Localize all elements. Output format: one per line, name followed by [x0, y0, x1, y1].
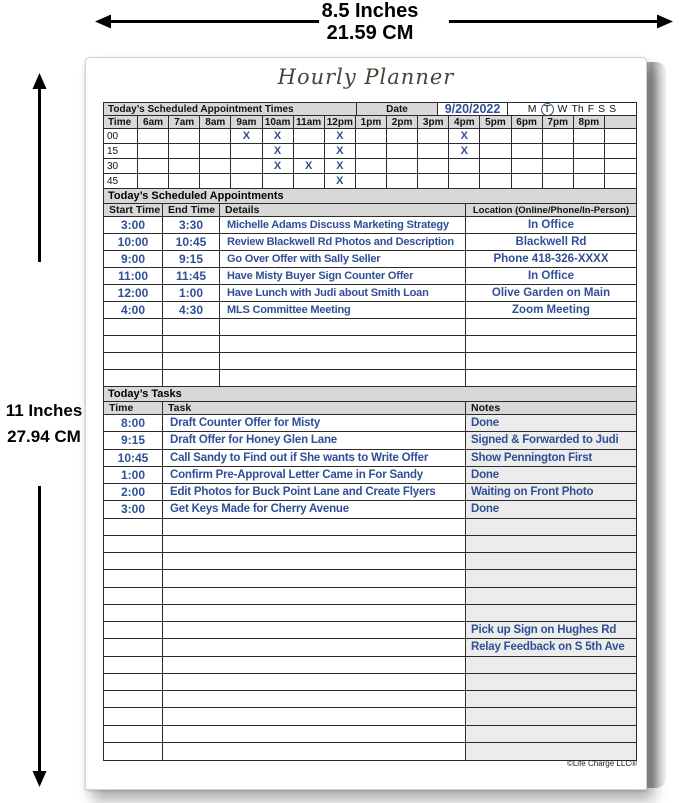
time-slot-cell: [418, 159, 449, 174]
empty-note-cell: [466, 657, 636, 674]
empty-note-cell: [466, 605, 636, 622]
task-note: Relay Feedback on S 5th Ave: [466, 639, 636, 656]
empty-cell: [104, 622, 163, 639]
time-slot-cell: [200, 144, 231, 159]
x-mark: X: [273, 130, 282, 142]
day-letter: M: [527, 103, 537, 115]
empty-cell: [104, 691, 163, 708]
hour-header: 5pm: [480, 116, 511, 129]
time-slot-cell: [263, 174, 294, 189]
day-letter: S: [609, 103, 617, 115]
empty-cell: [163, 536, 466, 553]
time-slot-cell: [200, 174, 231, 189]
schedule-times-title: Today’s Scheduled Appointment Times: [104, 103, 357, 116]
time-slot-cell: [138, 159, 169, 174]
task-time: 3:00: [104, 501, 163, 518]
day-letter: W: [557, 103, 568, 115]
task-row-note-only: [104, 622, 636, 639]
appointments-column-header: Location (Online/Phone/In-Person): [466, 204, 636, 217]
empty-note-cell: [466, 519, 636, 536]
appointment-row-empty: [104, 353, 636, 370]
time-slot-cell: [480, 144, 511, 159]
tasks-column-header: Task: [163, 402, 466, 415]
empty-cell: [163, 691, 466, 708]
empty-cell: [104, 336, 163, 353]
empty-cell: [220, 353, 466, 370]
task-description: Confirm Pre-Approval Letter Came in For Sandy: [163, 467, 466, 484]
appointment-location: Zoom Meeting: [466, 302, 636, 319]
time-slot-cell: [325, 159, 356, 174]
tasks-column-header: Time: [104, 402, 163, 415]
time-slot-cell: [200, 159, 231, 174]
appointment-start-time: 9:00: [104, 251, 163, 268]
appointments-section-title: Today’s Scheduled Appointments: [104, 189, 636, 204]
task-row: [104, 467, 636, 484]
tasks-column-header: Notes: [466, 402, 636, 415]
appointment-row: [104, 268, 636, 285]
empty-cell: [163, 588, 466, 605]
task-row-empty: [104, 553, 636, 570]
time-slot-cell: [263, 159, 294, 174]
empty-cell: [104, 553, 163, 570]
empty-cell: [104, 570, 163, 587]
empty-note-cell: [466, 570, 636, 587]
width-arrow-right: [447, 13, 673, 30]
empty-cell: [163, 605, 466, 622]
time-slot-cell: [605, 144, 636, 159]
task-row-empty: [104, 570, 636, 587]
empty-cell: [104, 353, 163, 370]
quarter-label: 00: [104, 129, 138, 144]
time-slot-cell: [480, 174, 511, 189]
empty-cell: [163, 519, 466, 536]
x-mark: X: [336, 130, 344, 142]
appointment-end-time: 10:45: [163, 234, 220, 251]
empty-cell: [104, 588, 163, 605]
time-slot-cell: [325, 144, 356, 159]
empty-cell: [466, 336, 636, 353]
empty-cell: [163, 336, 220, 353]
x-mark: X: [460, 130, 468, 142]
planner-page: [85, 57, 647, 790]
time-slot-cell: [294, 144, 325, 159]
time-slot-cell: [512, 174, 543, 189]
time-slot-cell: [138, 174, 169, 189]
time-slot-cell: [356, 129, 387, 144]
tasks-column-header-row: [104, 402, 636, 415]
empty-cell: [104, 657, 163, 674]
time-slot-cell: [169, 174, 200, 189]
time-slot-cell: [356, 159, 387, 174]
time-slot-cell: [512, 159, 543, 174]
task-row-empty: [104, 726, 636, 743]
appointment-start-time: 4:00: [104, 302, 163, 319]
task-time: 9:15: [104, 432, 163, 449]
time-slot-cell: [387, 129, 418, 144]
empty-cell: [163, 657, 466, 674]
time-slot-cell: [512, 144, 543, 159]
day-letter: F: [587, 103, 595, 115]
task-description: Call Sandy to Find out if She wants to Write Offer: [163, 450, 466, 467]
quarter-row: [104, 174, 636, 189]
task-row-empty: [104, 691, 636, 708]
day-letter: Th: [571, 103, 584, 115]
time-slot-cell: [356, 174, 387, 189]
appointment-location: Olive Garden on Main: [466, 285, 636, 302]
hour-header: 7pm: [543, 116, 574, 129]
empty-cell: [220, 336, 466, 353]
task-row-empty: [104, 708, 636, 725]
time-slot-cell: [325, 129, 356, 144]
task-row-empty: [104, 588, 636, 605]
time-slot-cell: [574, 129, 605, 144]
tasks-section-title: Today’s Tasks: [104, 387, 636, 402]
hour-header: 6am: [138, 116, 169, 129]
time-slot-cell: [325, 174, 356, 189]
empty-cell: [104, 319, 163, 336]
task-description: Draft Offer for Honey Glen Lane: [163, 432, 466, 449]
appointment-end-time: 3:30: [163, 217, 220, 234]
hour-header: 4pm: [449, 116, 480, 129]
empty-cell: [466, 319, 636, 336]
time-slot-cell: [449, 174, 480, 189]
time-slot-cell: [418, 174, 449, 189]
appointment-details: Have Misty Buyer Sign Counter Offer: [220, 268, 466, 285]
empty-note-cell: [466, 588, 636, 605]
empty-cell: [163, 639, 466, 656]
appointment-details: Michelle Adams Discuss Marketing Strategy: [220, 217, 466, 234]
time-slot-cell: [543, 174, 574, 189]
page-edge-shadow: [644, 62, 666, 788]
page-title: Hourly Planner: [277, 65, 455, 89]
empty-note-cell: [466, 674, 636, 691]
appointment-location: In Office: [466, 268, 636, 285]
time-slot-cell: [294, 129, 325, 144]
quarter-row: [104, 159, 636, 174]
empty-cell: [163, 553, 466, 570]
time-column-header: Time: [104, 116, 138, 129]
day-of-week-selector: [508, 103, 636, 116]
appointment-end-time: 9:15: [163, 251, 220, 268]
x-mark: X: [460, 145, 468, 157]
empty-cell: [163, 319, 220, 336]
appointments-column-header: End Time: [163, 204, 220, 217]
time-slot-cell: [543, 129, 574, 144]
empty-cell: [163, 622, 466, 639]
task-note: Done: [466, 467, 636, 484]
appointment-end-time: 4:30: [163, 302, 220, 319]
time-slot-cell: [574, 174, 605, 189]
hour-header: 2pm: [387, 116, 418, 129]
task-time: 1:00: [104, 467, 163, 484]
selected-day: T: [541, 103, 554, 116]
task-note: Done: [466, 415, 636, 432]
quarter-row: [104, 144, 636, 159]
time-slot-cell: [294, 174, 325, 189]
hour-header: 1pm: [356, 116, 387, 129]
height-arrow-down: [31, 486, 48, 788]
empty-cell: [104, 708, 163, 725]
empty-cell: [466, 370, 636, 387]
appointment-details: MLS Committee Meeting: [220, 302, 466, 319]
time-slot-cell: [231, 174, 262, 189]
task-description: Edit Photos for Buck Point Lane and Create Flyers: [163, 484, 466, 501]
height-arrow-up: [31, 73, 48, 263]
quarter-label: 15: [104, 144, 138, 159]
time-slot-cell: [138, 144, 169, 159]
appointment-details: Have Lunch with Judi about Smith Loan: [220, 285, 466, 302]
width-annotation: [280, 0, 460, 44]
empty-cell: [104, 605, 163, 622]
time-slot-cell: [480, 159, 511, 174]
time-slot-cell: [605, 129, 636, 144]
time-slot-cell: [512, 129, 543, 144]
appointment-end-time: 1:00: [163, 285, 220, 302]
hour-header-row: [104, 116, 636, 129]
task-row: [104, 415, 636, 432]
empty-note-cell: [466, 743, 636, 760]
task-description: Get Keys Made for Cherry Avenue: [163, 501, 466, 518]
task-note: Done: [466, 501, 636, 518]
quarter-label: 30: [104, 159, 138, 174]
time-slot-cell: [231, 129, 262, 144]
empty-cell: [163, 726, 466, 743]
task-note: Waiting on Front Photo: [466, 484, 636, 501]
task-time: 10:45: [104, 450, 163, 467]
time-slot-cell: [543, 144, 574, 159]
appointment-row-empty: [104, 319, 636, 336]
copyright-text: ©Life Charge LLC®: [566, 759, 637, 768]
time-slot-cell: [263, 129, 294, 144]
width-label-inches: 8.5 Inches: [321, 0, 419, 22]
empty-note-cell: [466, 691, 636, 708]
task-note: Signed & Forwarded to Judi: [466, 432, 636, 449]
appointments-column-header-row: [104, 204, 636, 217]
task-description: Draft Counter Offer for Misty: [163, 415, 466, 432]
x-mark: X: [336, 145, 344, 157]
schedule-times-header-row: [104, 103, 636, 116]
hour-header-blank: [605, 116, 636, 129]
appointment-details: Go Over Offer with Sally Seller: [220, 251, 466, 268]
hour-header: 12pm: [325, 116, 356, 129]
task-note: Show Pennington First: [466, 450, 636, 467]
appointment-row: [104, 285, 636, 302]
appointment-row-empty: [104, 336, 636, 353]
empty-cell: [104, 519, 163, 536]
task-time: 2:00: [104, 484, 163, 501]
time-slot-cell: [138, 129, 169, 144]
appointment-row: [104, 217, 636, 234]
appointment-location: In Office: [466, 217, 636, 234]
appointment-row: [104, 302, 636, 319]
empty-cell: [104, 536, 163, 553]
empty-cell: [163, 570, 466, 587]
width-label-cm: 21.59 CM: [326, 22, 414, 44]
empty-note-cell: [466, 536, 636, 553]
x-mark: X: [305, 160, 313, 172]
x-mark: X: [273, 145, 282, 157]
time-slot-cell: [574, 159, 605, 174]
date-label: Date: [357, 103, 438, 116]
time-slot-cell: [387, 174, 418, 189]
time-slot-cell: [387, 144, 418, 159]
hour-header: 8am: [200, 116, 231, 129]
empty-cell: [220, 319, 466, 336]
time-slot-cell: [449, 129, 480, 144]
time-slot-cell: [169, 159, 200, 174]
time-slot-cell: [169, 144, 200, 159]
x-mark: X: [336, 175, 344, 187]
task-row-empty: [104, 657, 636, 674]
empty-cell: [163, 708, 466, 725]
hour-header: 3pm: [418, 116, 449, 129]
x-mark: X: [336, 160, 344, 172]
appointments-section: [104, 189, 636, 387]
task-row-note-only: [104, 639, 636, 656]
day-letter: S: [598, 103, 606, 115]
time-slot-cell: [263, 144, 294, 159]
time-slot-cell: [294, 159, 325, 174]
appointment-row: [104, 234, 636, 251]
appointment-start-time: 11:00: [104, 268, 163, 285]
task-row: [104, 450, 636, 467]
appointment-start-time: 10:00: [104, 234, 163, 251]
empty-cell: [104, 674, 163, 691]
task-row: [104, 432, 636, 449]
appointment-end-time: 11:45: [163, 268, 220, 285]
task-row: [104, 501, 636, 518]
height-label-cm: 27.94 CM: [7, 427, 81, 446]
hour-header: 7am: [169, 116, 200, 129]
appointment-row: [104, 251, 636, 268]
empty-cell: [466, 353, 636, 370]
empty-cell: [163, 353, 220, 370]
time-slot-cell: [449, 144, 480, 159]
time-slot-cell: [418, 144, 449, 159]
task-row-empty: [104, 605, 636, 622]
hour-header: 10am: [263, 116, 294, 129]
task-row-empty: [104, 674, 636, 691]
time-slot-cell: [605, 159, 636, 174]
task-row-empty: [104, 743, 636, 760]
empty-cell: [163, 674, 466, 691]
appointment-start-time: 12:00: [104, 285, 163, 302]
planner-table: [103, 102, 637, 761]
height-annotation: [0, 398, 88, 450]
task-note: Pick up Sign on Hughes Rd: [466, 622, 636, 639]
appointment-location: Blackwell Rd: [466, 234, 636, 251]
time-slot-cell: [387, 159, 418, 174]
time-slot-cell: [605, 174, 636, 189]
task-row: [104, 484, 636, 501]
hour-header: 11am: [294, 116, 325, 129]
quarter-row: [104, 129, 636, 144]
appointment-row-empty: [104, 370, 636, 387]
time-slot-cell: [231, 144, 262, 159]
appointments-column-header: Details: [220, 204, 466, 217]
empty-note-cell: [466, 553, 636, 570]
task-row-empty: [104, 519, 636, 536]
appointment-details: Review Blackwell Rd Photos and Description: [220, 234, 466, 251]
time-slot-cell: [449, 159, 480, 174]
hour-header: 9am: [231, 116, 262, 129]
date-value: 9/20/2022: [438, 103, 508, 116]
schedule-times-section: [104, 103, 636, 189]
time-slot-cell: [574, 144, 605, 159]
appointment-location: Phone 418-326-XXXX: [466, 251, 636, 268]
appointments-column-header: Start Time: [104, 204, 163, 217]
height-label-inches: 11 Inches: [5, 401, 83, 420]
time-slot-cell: [169, 129, 200, 144]
task-time: 8:00: [104, 415, 163, 432]
empty-cell: [104, 639, 163, 656]
empty-cell: [104, 726, 163, 743]
x-mark: X: [242, 130, 251, 142]
time-slot-cell: [231, 159, 262, 174]
time-slot-cell: [480, 129, 511, 144]
quarter-label: 45: [104, 174, 138, 189]
time-slot-cell: [543, 159, 574, 174]
empty-cell: [104, 743, 163, 760]
empty-cell: [104, 370, 163, 387]
empty-note-cell: [466, 708, 636, 725]
time-slot-cell: [418, 129, 449, 144]
hour-header: 6pm: [512, 116, 543, 129]
time-slot-cell: [200, 129, 231, 144]
empty-note-cell: [466, 726, 636, 743]
empty-cell: [163, 743, 466, 760]
appointment-start-time: 3:00: [104, 217, 163, 234]
time-slot-cell: [356, 144, 387, 159]
hour-header: 8pm: [574, 116, 605, 129]
x-mark: X: [273, 160, 282, 172]
tasks-section: [104, 387, 636, 760]
task-row-empty: [104, 536, 636, 553]
empty-cell: [220, 370, 466, 387]
empty-cell: [163, 370, 220, 387]
